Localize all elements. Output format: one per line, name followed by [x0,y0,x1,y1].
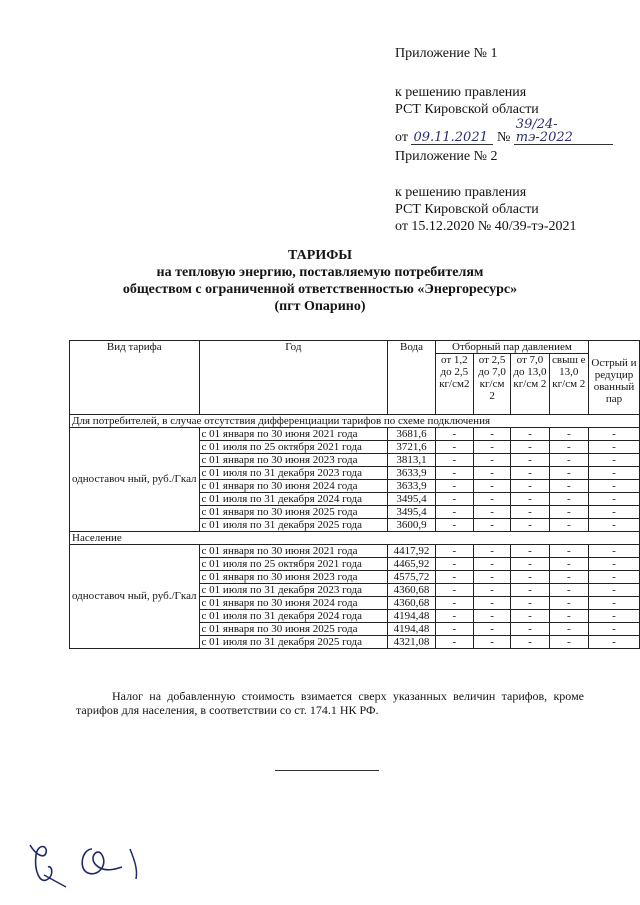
empty-tariff-cell: - [511,506,549,519]
appendix-2-line3: от 15.12.2020 № 40/39-тэ-2021 [395,219,577,234]
header-tariff-type: Вид тарифа [70,341,200,415]
appendix-2-title: Приложение № 2 [395,149,498,164]
empty-tariff-cell: - [549,454,588,467]
water-tariff-cell: 3633,9 [388,467,436,480]
water-tariff-cell: 3721,6 [388,441,436,454]
empty-tariff-cell: - [588,571,639,584]
empty-tariff-cell: - [435,584,473,597]
empty-tariff-cell: - [473,428,510,441]
empty-tariff-cell: - [511,467,549,480]
empty-tariff-cell: - [473,623,510,636]
empty-tariff-cell: - [549,428,588,441]
empty-tariff-cell: - [549,584,588,597]
empty-tariff-cell: - [549,545,588,558]
period-cell: с 01 января по 30 июня 2024 года [199,480,388,493]
empty-tariff-cell: - [511,571,549,584]
vat-note-text: Налог на добавленную стоимость взимается сверх указанных величин тарифов, кроме тарифов для населения, в соответствии со ст. 174.1 НК РФ. [76,689,584,717]
empty-tariff-cell: - [511,519,549,532]
period-cell: с 01 июля по 25 октября 2021 года [199,558,388,571]
empty-tariff-cell: - [435,480,473,493]
empty-tariff-cell: - [511,610,549,623]
empty-tariff-cell: - [511,623,549,636]
appendix-1-title: Приложение № 1 [395,46,498,61]
period-cell: с 01 июля по 31 декабря 2024 года [199,493,388,506]
empty-tariff-cell: - [435,519,473,532]
header-sharp-steam: Острый и редуцир ованный пар [588,341,639,415]
empty-tariff-cell: - [435,467,473,480]
water-tariff-cell: 4575,72 [388,571,436,584]
empty-tariff-cell: - [435,636,473,649]
empty-tariff-cell: - [588,519,639,532]
empty-tariff-cell: - [435,493,473,506]
empty-tariff-cell: - [435,506,473,519]
empty-tariff-cell: - [549,558,588,571]
heading-line2: обществом с ограниченной ответственностью «Энергоресурс» [122,282,518,297]
empty-tariff-cell: - [435,428,473,441]
empty-tariff-cell: - [473,558,510,571]
period-cell: с 01 января по 30 июня 2023 года [199,454,388,467]
water-tariff-cell: 3633,9 [388,480,436,493]
header-year: Год [199,341,388,415]
appendix-1-handwritten-number: 39/24-тэ-2022 [514,118,613,145]
water-tariff-cell: 4194,48 [388,623,436,636]
empty-tariff-cell: - [588,610,639,623]
signature [22,835,172,895]
appendix-2-line1: к решению правления [395,185,527,200]
appendix-1-handwritten-date: 09.11.2021 [411,131,493,145]
empty-tariff-cell: - [549,506,588,519]
empty-tariff-cell: - [473,506,510,519]
empty-tariff-cell: - [588,441,639,454]
empty-tariff-cell: - [588,454,639,467]
appendix-1-line2: РСТ Кировской области [395,102,539,117]
water-tariff-cell: 3681,6 [388,428,436,441]
empty-tariff-cell: - [473,454,510,467]
empty-tariff-cell: - [511,636,549,649]
empty-tariff-cell: - [588,558,639,571]
vat-note [76,689,584,717]
empty-tariff-cell: - [511,597,549,610]
empty-tariff-cell: - [588,545,639,558]
water-tariff-cell: 3495,4 [388,506,436,519]
empty-tariff-cell: - [588,623,639,636]
empty-tariff-cell: - [435,454,473,467]
empty-tariff-cell: - [511,558,549,571]
period-cell: с 01 июля по 31 декабря 2023 года [199,467,388,480]
empty-tariff-cell: - [473,467,510,480]
empty-tariff-cell: - [588,428,639,441]
water-tariff-cell: 3495,4 [388,493,436,506]
period-cell: с 01 июля по 31 декабря 2025 года [199,636,388,649]
appendix-1-line1: к решению правления [395,85,527,100]
heading-title: ТАРИФЫ [288,248,352,263]
period-cell: с 01 июля по 25 октября 2021 года [199,441,388,454]
table-row [70,428,640,441]
empty-tariff-cell: - [549,623,588,636]
empty-tariff-cell: - [473,597,510,610]
empty-tariff-cell: - [473,584,510,597]
empty-tariff-cell: - [549,467,588,480]
water-tariff-cell: 4321,08 [388,636,436,649]
empty-tariff-cell: - [473,545,510,558]
table-row [70,545,640,558]
empty-tariff-cell: - [588,597,639,610]
appendix-1-number-sign: № [496,130,511,145]
section-2-label: Население [70,532,640,545]
empty-tariff-cell: - [588,493,639,506]
empty-tariff-cell: - [435,558,473,571]
empty-tariff-cell: - [435,571,473,584]
empty-tariff-cell: - [549,493,588,506]
empty-tariff-cell: - [588,584,639,597]
empty-tariff-cell: - [549,636,588,649]
period-cell: с 01 июля по 31 декабря 2025 года [199,519,388,532]
tariff-type-cell-1: одноставоч ный, руб./Гкал [70,428,200,532]
empty-tariff-cell: - [549,597,588,610]
appendix-2-line2: РСТ Кировской области [395,202,539,217]
period-cell: с 01 июля по 31 декабря 2024 года [199,610,388,623]
appendix-1-line3 [395,118,613,146]
empty-tariff-cell: - [511,584,549,597]
empty-tariff-cell: - [511,454,549,467]
empty-tariff-cell: - [511,441,549,454]
water-tariff-cell: 4360,68 [388,597,436,610]
empty-tariff-cell: - [511,480,549,493]
water-tariff-cell: 3600,9 [388,519,436,532]
empty-tariff-cell: - [435,623,473,636]
appendix-1-prefix: от [395,130,408,145]
header-pressure-4: свыш е 13,0 кг/см 2 [549,354,588,415]
section-1-label: Для потребителей, в случае отсутствия дифференциации тарифов по схеме подключения [70,415,640,428]
appendix-2-block [395,148,576,235]
empty-tariff-cell: - [473,480,510,493]
water-tariff-cell: 4465,92 [388,558,436,571]
empty-tariff-cell: - [473,610,510,623]
empty-tariff-cell: - [511,493,549,506]
heading-line1: на тепловую энергию, поставляемую потребителям [156,265,484,280]
empty-tariff-cell: - [435,441,473,454]
tariff-table [69,340,640,649]
separator-line [275,770,379,771]
header-pressure-1: от 1,2 до 2,5 кг/см2 [435,354,473,415]
appendix-1-block [395,45,613,146]
header-steam-group: Отборный пар давлением [435,341,588,354]
empty-tariff-cell: - [549,610,588,623]
empty-tariff-cell: - [588,506,639,519]
period-cell: с 01 января по 30 июня 2025 года [199,506,388,519]
water-tariff-cell: 4417,92 [388,545,436,558]
empty-tariff-cell: - [511,428,549,441]
empty-tariff-cell: - [549,480,588,493]
header-pressure-2: от 2,5 до 7,0 кг/см 2 [473,354,510,415]
empty-tariff-cell: - [588,480,639,493]
water-tariff-cell: 4194,48 [388,610,436,623]
empty-tariff-cell: - [473,441,510,454]
empty-tariff-cell: - [549,519,588,532]
empty-tariff-cell: - [549,441,588,454]
period-cell: с 01 июля по 31 декабря 2023 года [199,584,388,597]
header-water: Вода [388,341,436,415]
period-cell: с 01 января по 30 июня 2025 года [199,623,388,636]
water-tariff-cell: 4360,68 [388,584,436,597]
empty-tariff-cell: - [435,610,473,623]
empty-tariff-cell: - [549,571,588,584]
empty-tariff-cell: - [511,545,549,558]
empty-tariff-cell: - [435,597,473,610]
period-cell: с 01 января по 30 июня 2021 года [199,428,388,441]
water-tariff-cell: 3813,1 [388,454,436,467]
period-cell: с 01 января по 30 июня 2021 года [199,545,388,558]
empty-tariff-cell: - [588,467,639,480]
heading-line3: (пгт Опарино) [274,299,366,314]
empty-tariff-cell: - [435,545,473,558]
empty-tariff-cell: - [473,636,510,649]
period-cell: с 01 января по 30 июня 2023 года [199,571,388,584]
tariff-type-cell-2: одноставоч ный, руб./Гкал [70,545,200,649]
empty-tariff-cell: - [588,636,639,649]
header-pressure-3: от 7,0 до 13,0 кг/см 2 [511,354,549,415]
empty-tariff-cell: - [473,571,510,584]
empty-tariff-cell: - [473,493,510,506]
period-cell: с 01 января по 30 июня 2024 года [199,597,388,610]
empty-tariff-cell: - [473,519,510,532]
